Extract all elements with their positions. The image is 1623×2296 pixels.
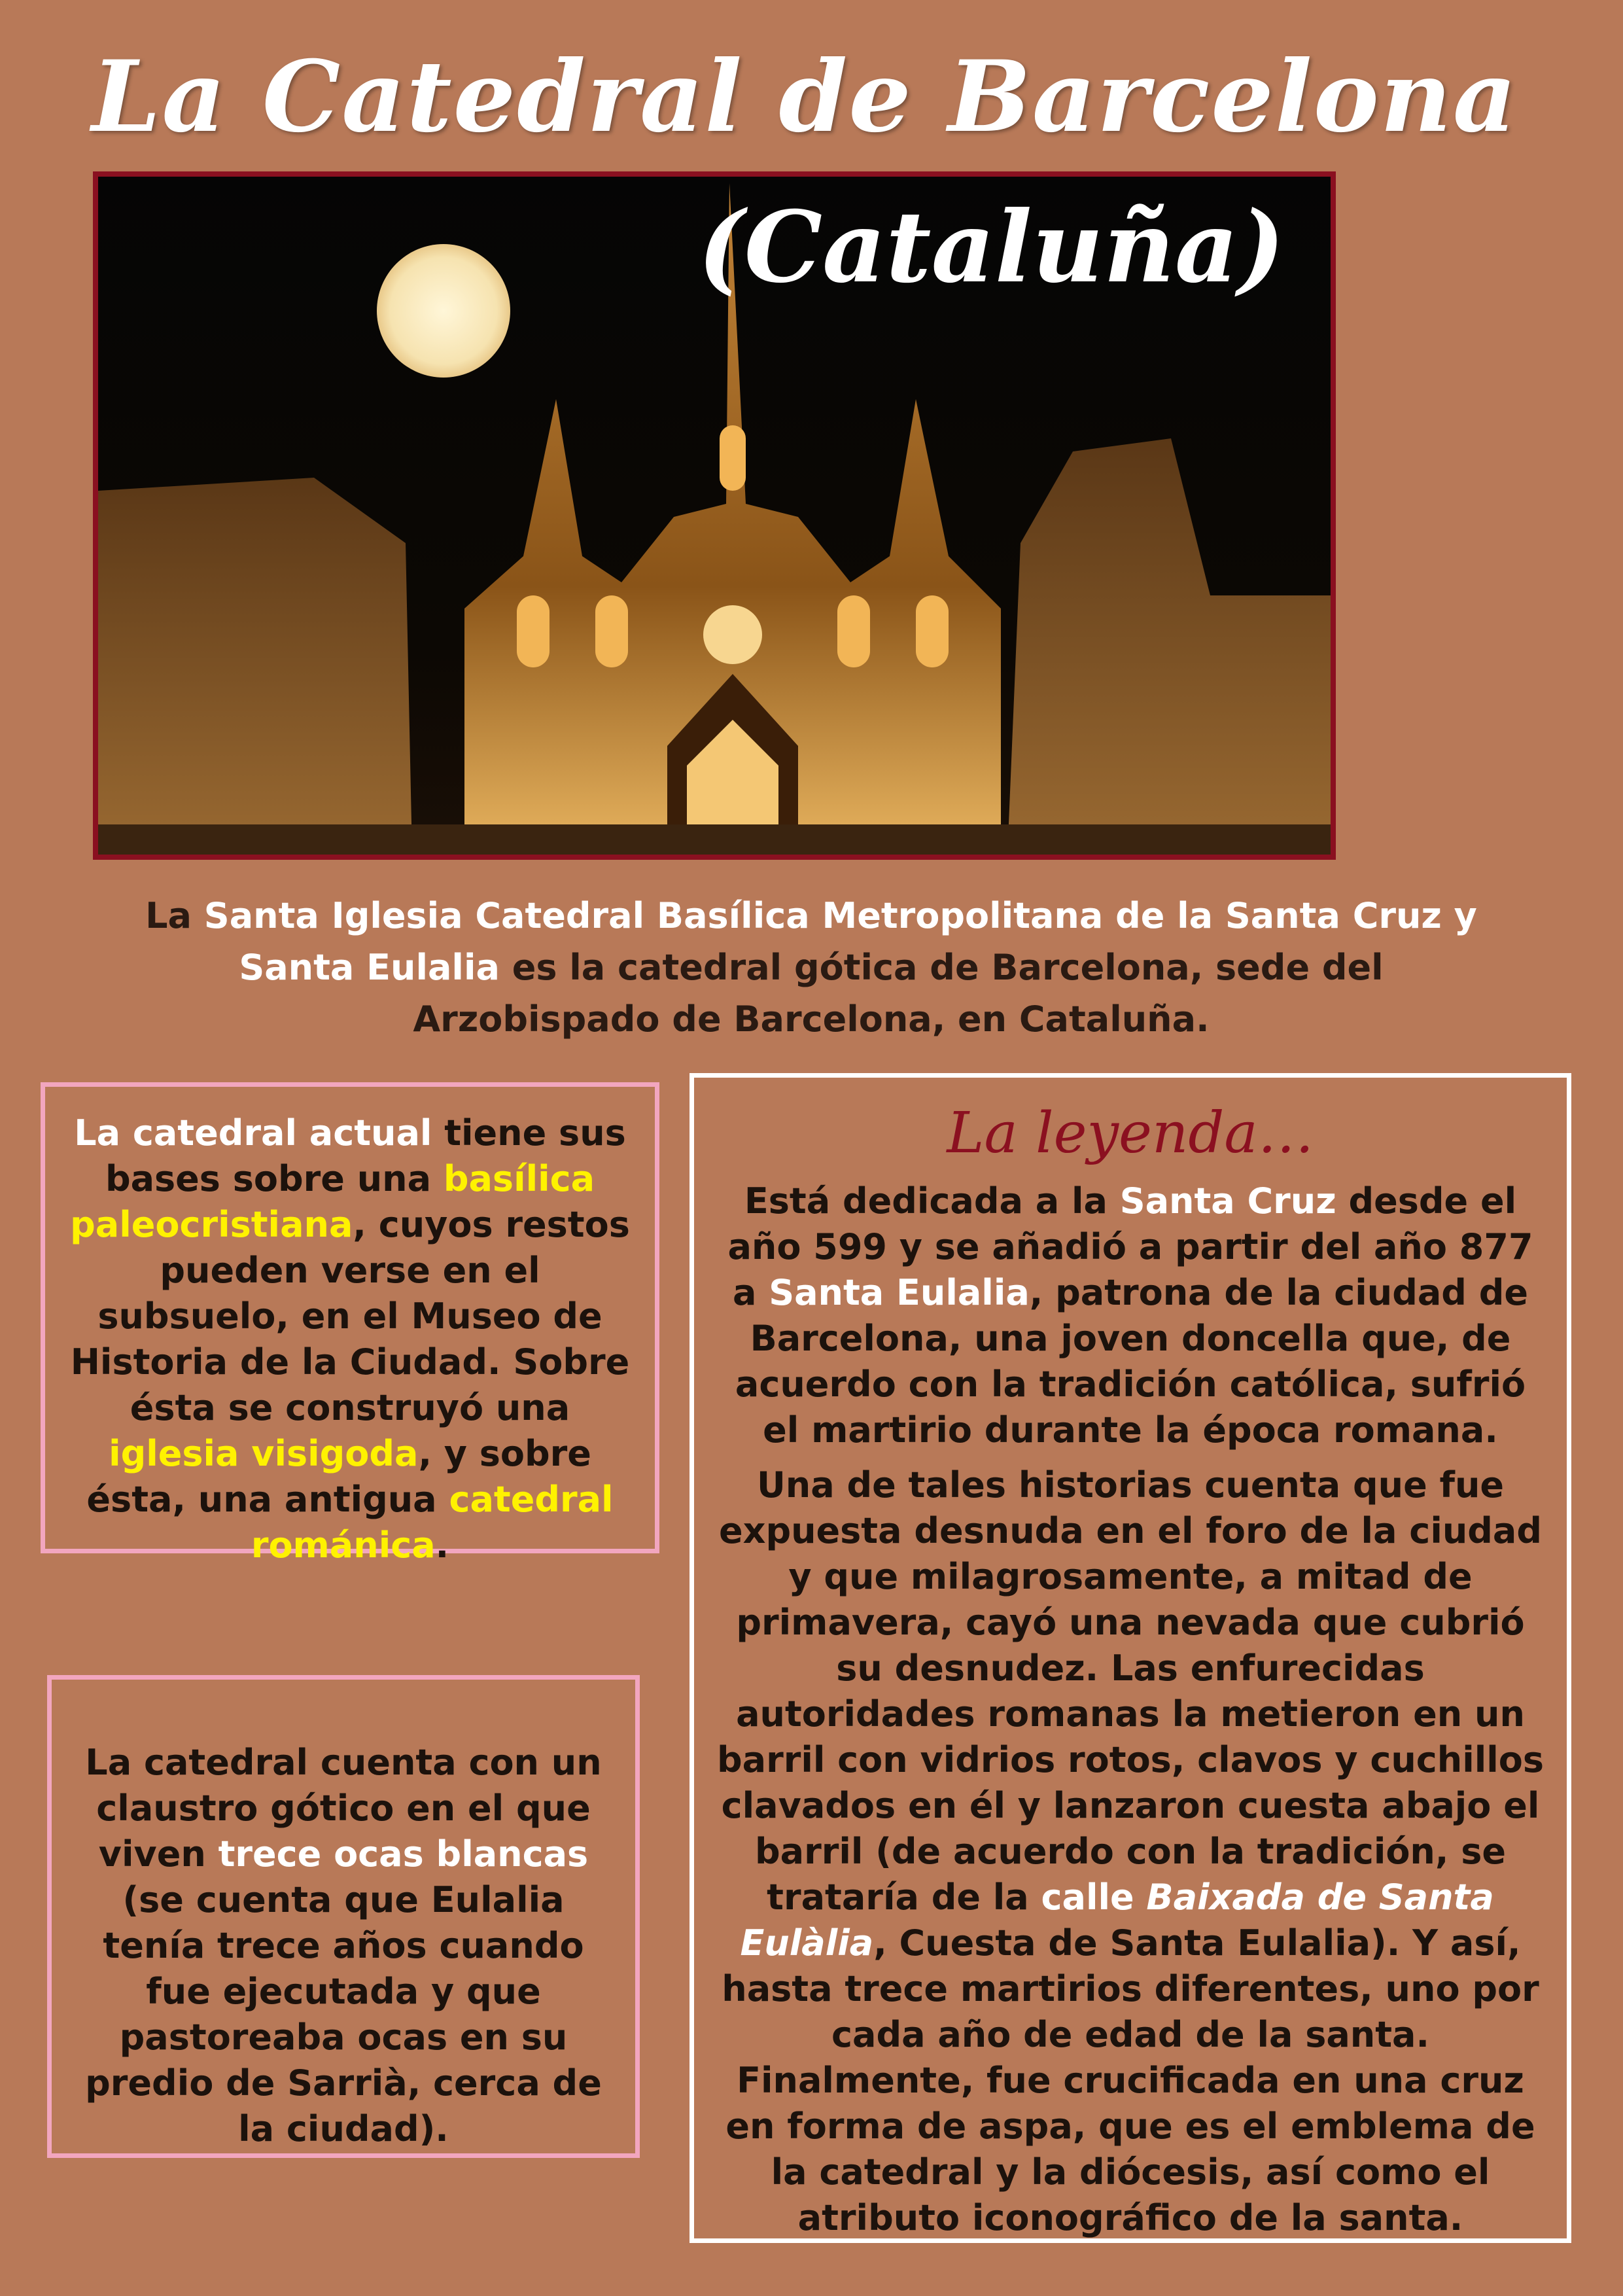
intro-text-2: es — [512, 947, 557, 988]
history-box — [41, 1082, 659, 1566]
page-title: La Catedral de Barcelona — [92, 39, 1518, 154]
cloister-text-1: La catedral cuenta con un claustro gótico en el que viven — [85, 1742, 602, 1875]
legend-p2-text-4: Baixada de Santa Eulàlia — [740, 1877, 1494, 1964]
legend-p1-text-3: desde el año 599 y se añadió a partir del año 877 a — [727, 1180, 1533, 1313]
legend-p1-text-2: Santa Cruz — [1119, 1180, 1336, 1222]
legend-p2-text-2: calle — [1041, 1877, 1134, 1918]
photo-subtitle: (Cataluña) — [697, 190, 1285, 305]
right-building — [1007, 438, 1331, 855]
left-building — [98, 478, 412, 855]
legend-p1-text-1: Está dedicada a la — [744, 1180, 1120, 1222]
history-text-6: , y sobre ésta, una antigua — [86, 1433, 591, 1520]
intro-text-1: La — [145, 895, 192, 936]
history-text-7: catedral románica — [251, 1479, 614, 1566]
moon — [377, 244, 510, 378]
history-text-1: La catedral actual — [74, 1112, 432, 1154]
legend-p2-text-1: Una de tales historias cuenta que fue expuesta desnuda en el foro de la ciudad y que milagrosamente, a mitad de primavera, cayó una nevada que cubrió su desnudez. Las enfurecidas autoridades romanas la metieron en un barril con vidrios rotos, clavos y cuchillos clavados en él y lanzaron cuesta abajo el barril (de acuerdo con la tradición, se trataría de la — [716, 1464, 1544, 1918]
history-text-8: . — [435, 1525, 449, 1566]
cathedral-night-photo — [93, 171, 1336, 860]
legend-p1-text-5: , patrona de la ciudad de Barcelona, una joven doncella que, de acuerdo con la tradición católica, sufrió el martirio durante la época romana. — [735, 1272, 1529, 1451]
cloister-text-2: trece ocas blancas — [218, 1833, 589, 1875]
intro-paragraph — [118, 890, 1505, 1045]
cloister-box — [47, 1675, 640, 2158]
history-text-3: basílica paleocristiana — [70, 1158, 595, 1245]
history-text-5: iglesia visigoda — [109, 1433, 419, 1474]
history-text-4: , cuyos restos pueden verse en el subsuelo, en el Museo de Historia de la Ciudad. Sobre ésta se construyó una — [70, 1204, 630, 1428]
legend-paragraph-2 — [714, 1462, 1547, 2241]
legend-p2-text-3 — [1134, 1877, 1147, 1918]
intro-cathedral-name: Santa Iglesia Catedral Basílica Metropolitana de la Santa Cruz y Santa Eulalia — [203, 895, 1477, 988]
intro-text-3: la catedral gótica de Barcelona, sede del Arzobispado de Barcelona, en Cataluña. — [413, 947, 1384, 1040]
legend-box — [689, 1073, 1571, 2243]
cloister-text-3: (se cuenta que Eulalia tenía trece años cuando fue ejecutada y que pastoreaba ocas en su predio de Sarrià, cerca de la ciudad). — [85, 1879, 602, 2149]
legend-p2-text-5: , Cuesta de Santa Eulalia). Y así, hasta trece martirios diferentes, uno por cada año de edad de la santa. Finalmente, fue crucificada en una cruz en forma de aspa, que es el emblema de la catedral y la diócesis, así como el atributo iconográfico de la santa. — [722, 1922, 1539, 2238]
history-text-2: tiene sus bases sobre una — [105, 1112, 626, 1199]
legend-paragraph-1 — [714, 1178, 1547, 1453]
legend-title: La leyenda… — [947, 1101, 1314, 1166]
legend-p1-text-4: Santa Eulalia — [769, 1272, 1030, 1313]
